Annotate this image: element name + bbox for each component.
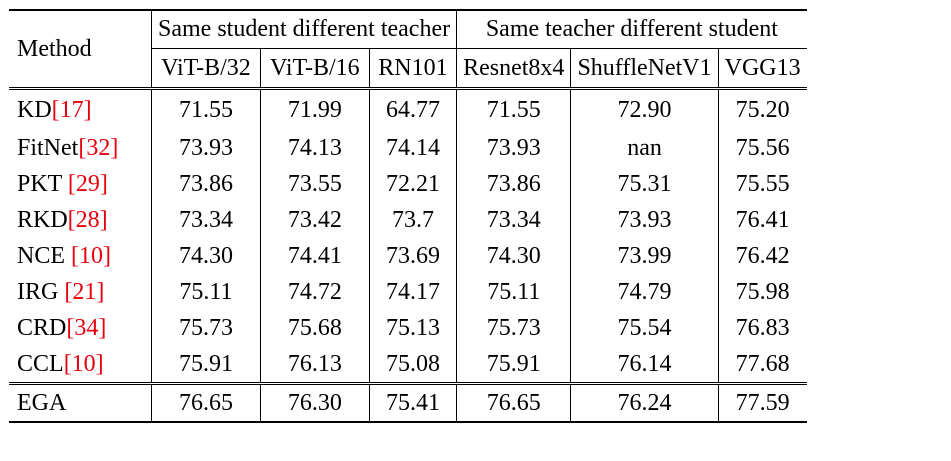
value-cell: 73.99 bbox=[571, 238, 718, 274]
value-cell: 76.14 bbox=[571, 346, 718, 384]
method-cell bbox=[9, 346, 152, 384]
table-row bbox=[9, 202, 807, 238]
column-header-resnet8x4: Resnet8x4 bbox=[457, 49, 571, 89]
value-cell: 73.34 bbox=[152, 202, 261, 238]
method-name: IRG bbox=[17, 279, 59, 305]
method-name: FitNet bbox=[17, 135, 79, 161]
value-cell: 74.17 bbox=[369, 274, 456, 310]
table-body bbox=[9, 89, 807, 423]
value-cell: 73.34 bbox=[457, 202, 571, 238]
value-cell: 74.79 bbox=[571, 274, 718, 310]
method-cell bbox=[9, 238, 152, 274]
value-cell: 75.98 bbox=[735, 279, 790, 305]
group-header-same-teacher: Same teacher different student bbox=[457, 10, 807, 49]
value-cell: 75.91 bbox=[457, 346, 571, 384]
results-table bbox=[9, 9, 807, 423]
citation-link[interactable]: [21] bbox=[64, 279, 105, 305]
value-cell: 75.55 bbox=[735, 171, 790, 197]
column-header-shufflenetv1: ShuffleNetV1 bbox=[571, 49, 718, 89]
value-cell: 75.68 bbox=[260, 310, 369, 346]
value-cell: 72.21 bbox=[369, 166, 456, 202]
citation-link[interactable]: [29] bbox=[67, 171, 108, 197]
value-cell: 71.55 bbox=[152, 89, 261, 131]
value-cell: 77.68 bbox=[718, 346, 807, 384]
final-method-name: EGA bbox=[9, 384, 152, 423]
value-cell: 76.83 bbox=[735, 315, 790, 341]
citation-link[interactable]: [10] bbox=[63, 351, 104, 377]
value-cell: 71.55 bbox=[457, 89, 571, 131]
group-header-row bbox=[9, 10, 807, 49]
method-cell bbox=[9, 166, 152, 202]
column-header-vit-b16: ViT-B/16 bbox=[260, 49, 369, 89]
value-cell: 71.99 bbox=[260, 89, 369, 131]
value-cell: 75.11 bbox=[152, 274, 261, 310]
method-name: KD bbox=[17, 97, 52, 123]
column-header-vit-b32: ViT-B/32 bbox=[152, 49, 261, 89]
method-name: PKT bbox=[17, 171, 62, 197]
value-cell: 76.30 bbox=[260, 384, 369, 423]
table-row bbox=[9, 130, 807, 166]
value-cell: 74.30 bbox=[152, 238, 261, 274]
value-cell: 73.42 bbox=[260, 202, 369, 238]
citation-link[interactable]: [10] bbox=[71, 243, 111, 269]
value-cell: 76.41 bbox=[735, 207, 790, 233]
value-cell: 75.73 bbox=[152, 310, 261, 346]
citation-link[interactable]: [34] bbox=[66, 315, 107, 341]
value-cell: 75.08 bbox=[369, 346, 456, 384]
value-cell: 74.72 bbox=[260, 274, 369, 310]
method-cell bbox=[9, 202, 152, 238]
value-cell: 73.69 bbox=[369, 238, 456, 274]
table-row bbox=[9, 310, 807, 346]
value-cell: 73.86 bbox=[457, 166, 571, 202]
value-cell: 77.59 bbox=[718, 384, 807, 423]
method-cell bbox=[9, 274, 152, 310]
value-cell: 73.55 bbox=[260, 166, 369, 202]
value-cell: 74.30 bbox=[457, 238, 571, 274]
method-cell bbox=[9, 130, 152, 166]
value-cell: 64.77 bbox=[369, 89, 456, 131]
value-cell: 76.42 bbox=[735, 243, 790, 269]
value-cell: 73.93 bbox=[152, 130, 261, 166]
value-cell: 75.56 bbox=[735, 135, 790, 161]
value-cell: 75.20 bbox=[718, 89, 807, 131]
value-cell: nan bbox=[571, 130, 718, 166]
value-cell: 76.65 bbox=[457, 384, 571, 423]
method-cell bbox=[9, 310, 152, 346]
table-row bbox=[9, 238, 807, 274]
method-header: Method bbox=[9, 10, 152, 89]
column-header-vgg13: VGG13 bbox=[718, 49, 807, 89]
value-cell: 76.13 bbox=[260, 346, 369, 384]
citation-link[interactable]: [28] bbox=[67, 207, 108, 233]
method-name: CCL bbox=[17, 351, 64, 377]
method-cell bbox=[9, 89, 152, 131]
value-cell: 76.24 bbox=[571, 384, 718, 423]
value-cell: 74.41 bbox=[260, 238, 369, 274]
value-cell: 76.65 bbox=[152, 384, 261, 423]
table-row bbox=[9, 89, 807, 131]
group-header-same-student: Same student different teacher bbox=[152, 10, 457, 49]
final-row bbox=[9, 384, 807, 423]
method-name: NCE bbox=[17, 243, 65, 269]
value-cell: 73.86 bbox=[152, 166, 261, 202]
method-name: CRD bbox=[17, 315, 67, 341]
table-row bbox=[9, 346, 807, 384]
table-row bbox=[9, 274, 807, 310]
value-cell: 75.13 bbox=[369, 310, 456, 346]
method-name: RKD bbox=[17, 207, 68, 233]
value-cell: 75.11 bbox=[457, 274, 571, 310]
value-cell: 74.13 bbox=[260, 130, 369, 166]
value-cell: 73.7 bbox=[369, 202, 456, 238]
value-cell: 75.31 bbox=[571, 166, 718, 202]
value-cell: 75.41 bbox=[369, 384, 456, 423]
value-cell: 73.93 bbox=[571, 202, 718, 238]
value-cell: 73.93 bbox=[457, 130, 571, 166]
value-cell: 75.54 bbox=[571, 310, 718, 346]
value-cell: 74.14 bbox=[369, 130, 456, 166]
value-cell: 75.73 bbox=[457, 310, 571, 346]
column-header-rn101: RN101 bbox=[369, 49, 456, 89]
citation-link[interactable]: [17] bbox=[51, 97, 92, 123]
value-cell: 75.91 bbox=[152, 346, 261, 384]
table-row bbox=[9, 166, 807, 202]
value-cell: 72.90 bbox=[571, 89, 718, 131]
citation-link[interactable]: [32] bbox=[78, 135, 119, 161]
